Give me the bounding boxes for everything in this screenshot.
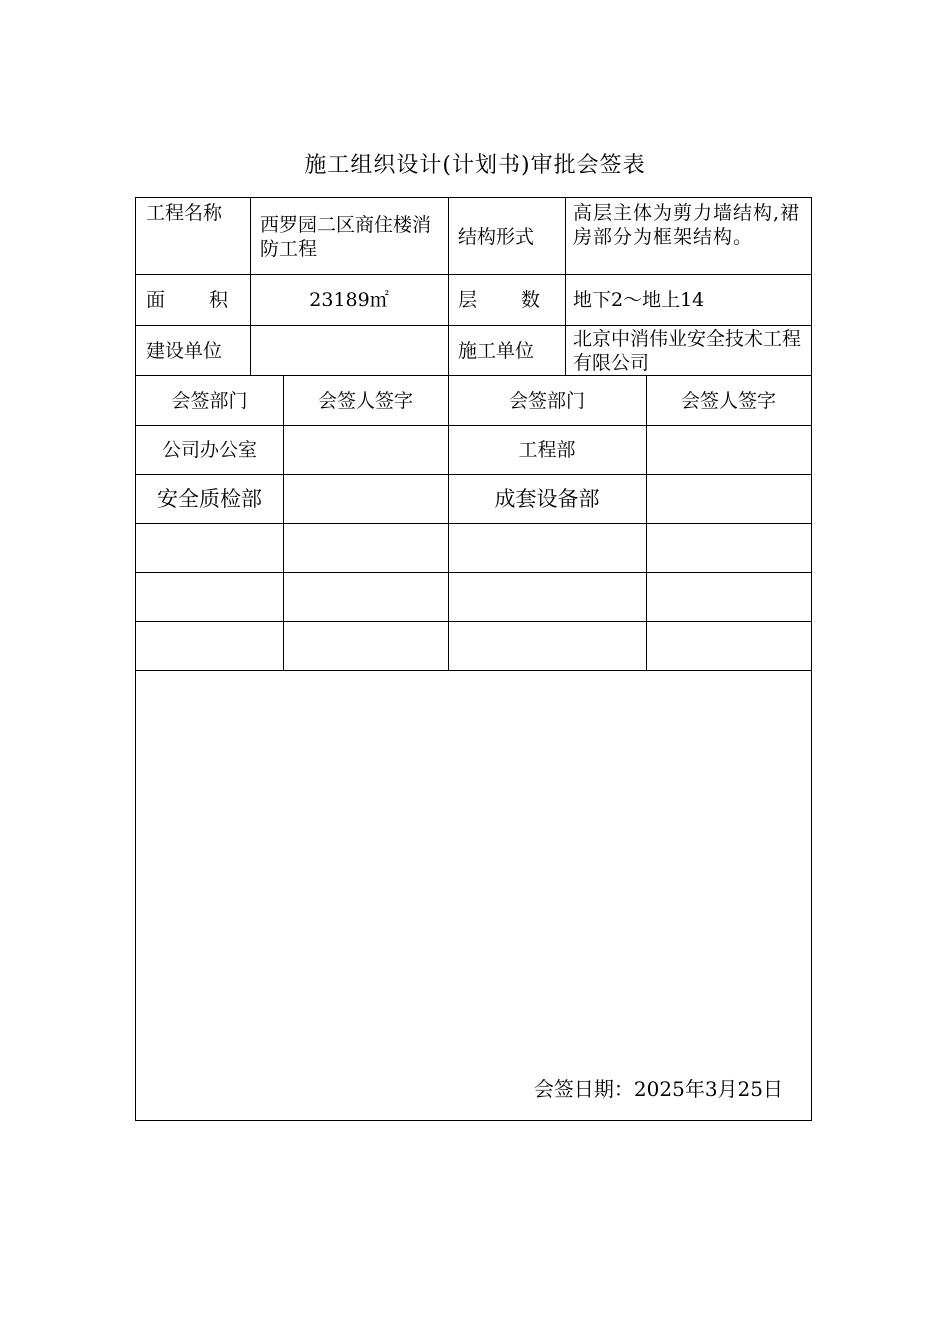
signoff-header: 会签部门 [171,390,248,412]
column-divider [565,198,566,375]
column-divider [250,198,251,375]
page-title: 施工组织设计(计划书)审批会签表 [304,153,646,178]
row-divider [136,274,811,275]
column-divider [283,375,284,670]
floors-value: 地下2～地上14 [573,289,705,311]
structure-value: 高层主体为剪力墙结构,裙房部分为框架结构。 [573,202,801,248]
column-divider [646,375,647,670]
contractor-label: 施工单位 [458,340,535,362]
signoff-department: 成套设备部 [494,487,600,511]
row-divider [136,670,811,671]
contractor-value: 北京中消伟业安全技术工程有限公司 [573,328,802,374]
row-divider [136,572,811,573]
signoff-header: 会签人签字 [317,390,413,412]
row-divider [136,425,811,426]
owner-label: 建设单位 [146,340,223,362]
row-divider [136,474,811,475]
area-value: 23189㎡ [309,289,389,311]
approval-table [135,197,812,1121]
area-label: 面 积 [146,289,231,311]
signoff-date: 会签日期：2025年3月25日 [533,1077,783,1101]
row-divider [136,325,811,326]
row-divider [136,621,811,622]
signoff-department: 安全质检部 [157,487,262,511]
signoff-header: 会签人签字 [680,390,776,412]
floors-label: 层 数 [458,289,543,311]
signoff-header: 会签部门 [508,390,585,412]
column-divider [448,198,449,375]
row-divider [136,523,811,524]
row-divider [136,375,811,376]
signoff-department: 工程部 [518,439,576,461]
project-name-label: 工程名称 [146,202,223,224]
column-divider [448,375,449,670]
structure-label: 结构形式 [458,226,535,248]
signoff-department: 公司办公室 [161,439,257,461]
project-name-value: 西罗园二区商住楼消防工程 [260,214,432,260]
